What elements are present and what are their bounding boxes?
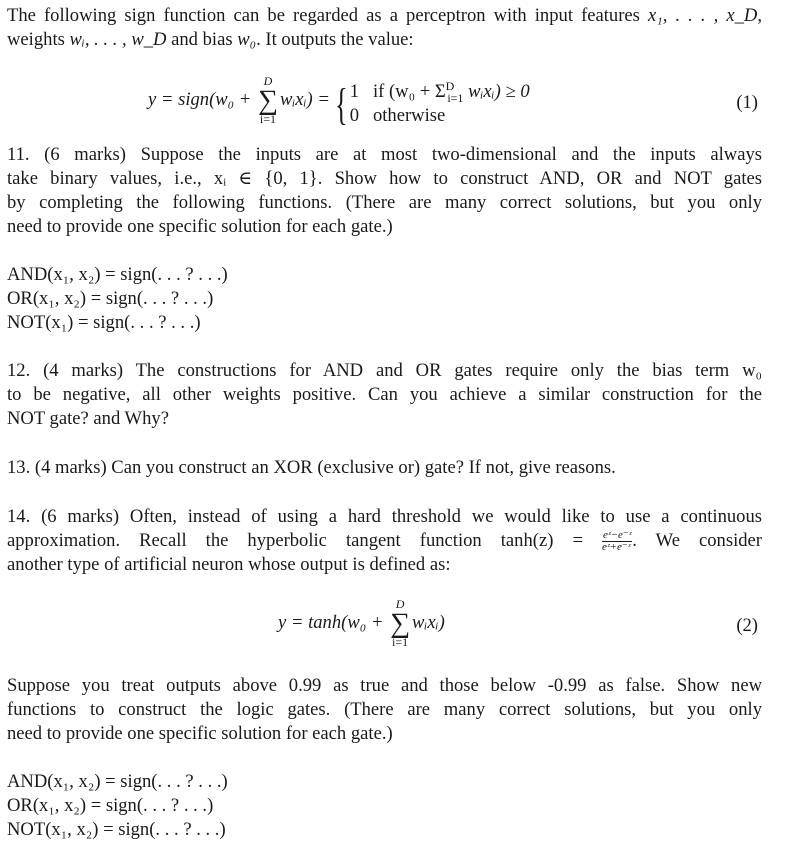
cases-block: [350, 80, 530, 128]
question-11: [7, 143, 762, 239]
intro-line-1: The following sign function can be regarded as a perceptron with input features x₁, . . . , x_D,: [7, 5, 763, 26]
question-14: [7, 505, 762, 577]
or-gate-formula: OR(x₁, x₂) = sign(. . . ? . . .): [7, 795, 214, 816]
q13-line: 13. (4 marks) Can you construct an XOR (exclusive or) gate? If not, give reasons.: [7, 457, 616, 478]
or-gate-formula: OR(x₁, x₂) = sign(. . . ? . . .): [7, 288, 214, 309]
intro-line-2: weights wᵢ, . . . , w_D and bias w₀. It outputs the value:: [7, 29, 414, 50]
equation-number-2: (2): [736, 615, 758, 636]
q11-line: need to provide one specific solution for each gate.): [7, 216, 393, 237]
q14-line: 14. (6 marks) Often, instead of using a hard threshold we would like to use a continuous: [7, 506, 762, 527]
question-13: [7, 456, 762, 480]
equation-2: y = tanh(w₀ + ∑ D i=1 wᵢxᵢ): [278, 597, 445, 649]
not-gate-formula: NOT(x₁, x₂) = sign(. . . ? . . .): [7, 819, 226, 840]
and-gate-formula: AND(x₁, x₂) = sign(. . . ? . . .): [7, 771, 228, 792]
tanh-fraction: $\frac{\text{eᶻ−e⁻ᶻ}}{\text{eᶻ+e⁻ᶻ}}$: [601, 529, 632, 553]
q12-line: NOT gate? and Why?: [7, 408, 169, 429]
q11-gates: [7, 263, 762, 335]
q12-line: to be negative, all other weights positive. Can you achieve a similar construction for the: [7, 384, 762, 405]
q11-line: 11. (6 marks) Suppose the inputs are at most two-dimensional and the inputs always: [7, 144, 762, 165]
q11-line: take binary values, i.e., xᵢ ∈ {0, 1}. Show how to construct AND, OR and NOT gates: [7, 168, 762, 189]
question-12: [7, 359, 762, 431]
q12-line: 12. (4 marks) The constructions for AND and OR gates require only the bias term w₀: [7, 360, 762, 381]
summation-symbol: ∑ D i=1: [258, 74, 278, 126]
summation-symbol: ∑ D i=1: [390, 597, 411, 649]
not-gate-formula: NOT(x₁) = sign(. . . ? . . .): [7, 312, 201, 333]
q14b-line: functions to construct the logic gates. (There are many correct solutions, but you only: [7, 699, 762, 720]
q14-line: another type of artificial neuron whose output is defined as:: [7, 554, 451, 575]
q14-line-2: approximation. Recall the hyperbolic tangent function tanh(z) = $\frac{\text{eᶻ−e⁻ᶻ}}{\text{eᶻ+e⁻ᶻ}}$ . We consider: [7, 529, 762, 553]
q14b-line: Suppose you treat outputs above 0.99 as true and those below -0.99 as false. Show new: [7, 675, 762, 696]
q14b-line: need to provide one specific solution for each gate.): [7, 723, 393, 744]
and-gate-formula: AND(x₁, x₂) = sign(. . . ? . . .): [7, 264, 228, 285]
intro-paragraph: [7, 4, 762, 52]
case-2: 0 otherwise: [349, 105, 446, 126]
q14-gates: [7, 770, 762, 842]
q11-line: by completing the following functions. (There are many correct solutions, but you only: [7, 192, 762, 213]
question-14-continued: [7, 674, 762, 746]
case-1: 1 if ($w_0 + \Sigma^D_{i=1}$ wᵢxᵢ) ≥ 0: [349, 78, 530, 105]
cases-brace: {: [334, 80, 348, 129]
equation-1: y = sign(w₀ + ∑ D i=1 wᵢxᵢ) = { 1 if ($w_0 + \Sigma^D_{i=1}$ wᵢxᵢ) ≥ 0 0 otherwise: [148, 74, 530, 129]
equation-number-1: (1): [736, 92, 758, 113]
